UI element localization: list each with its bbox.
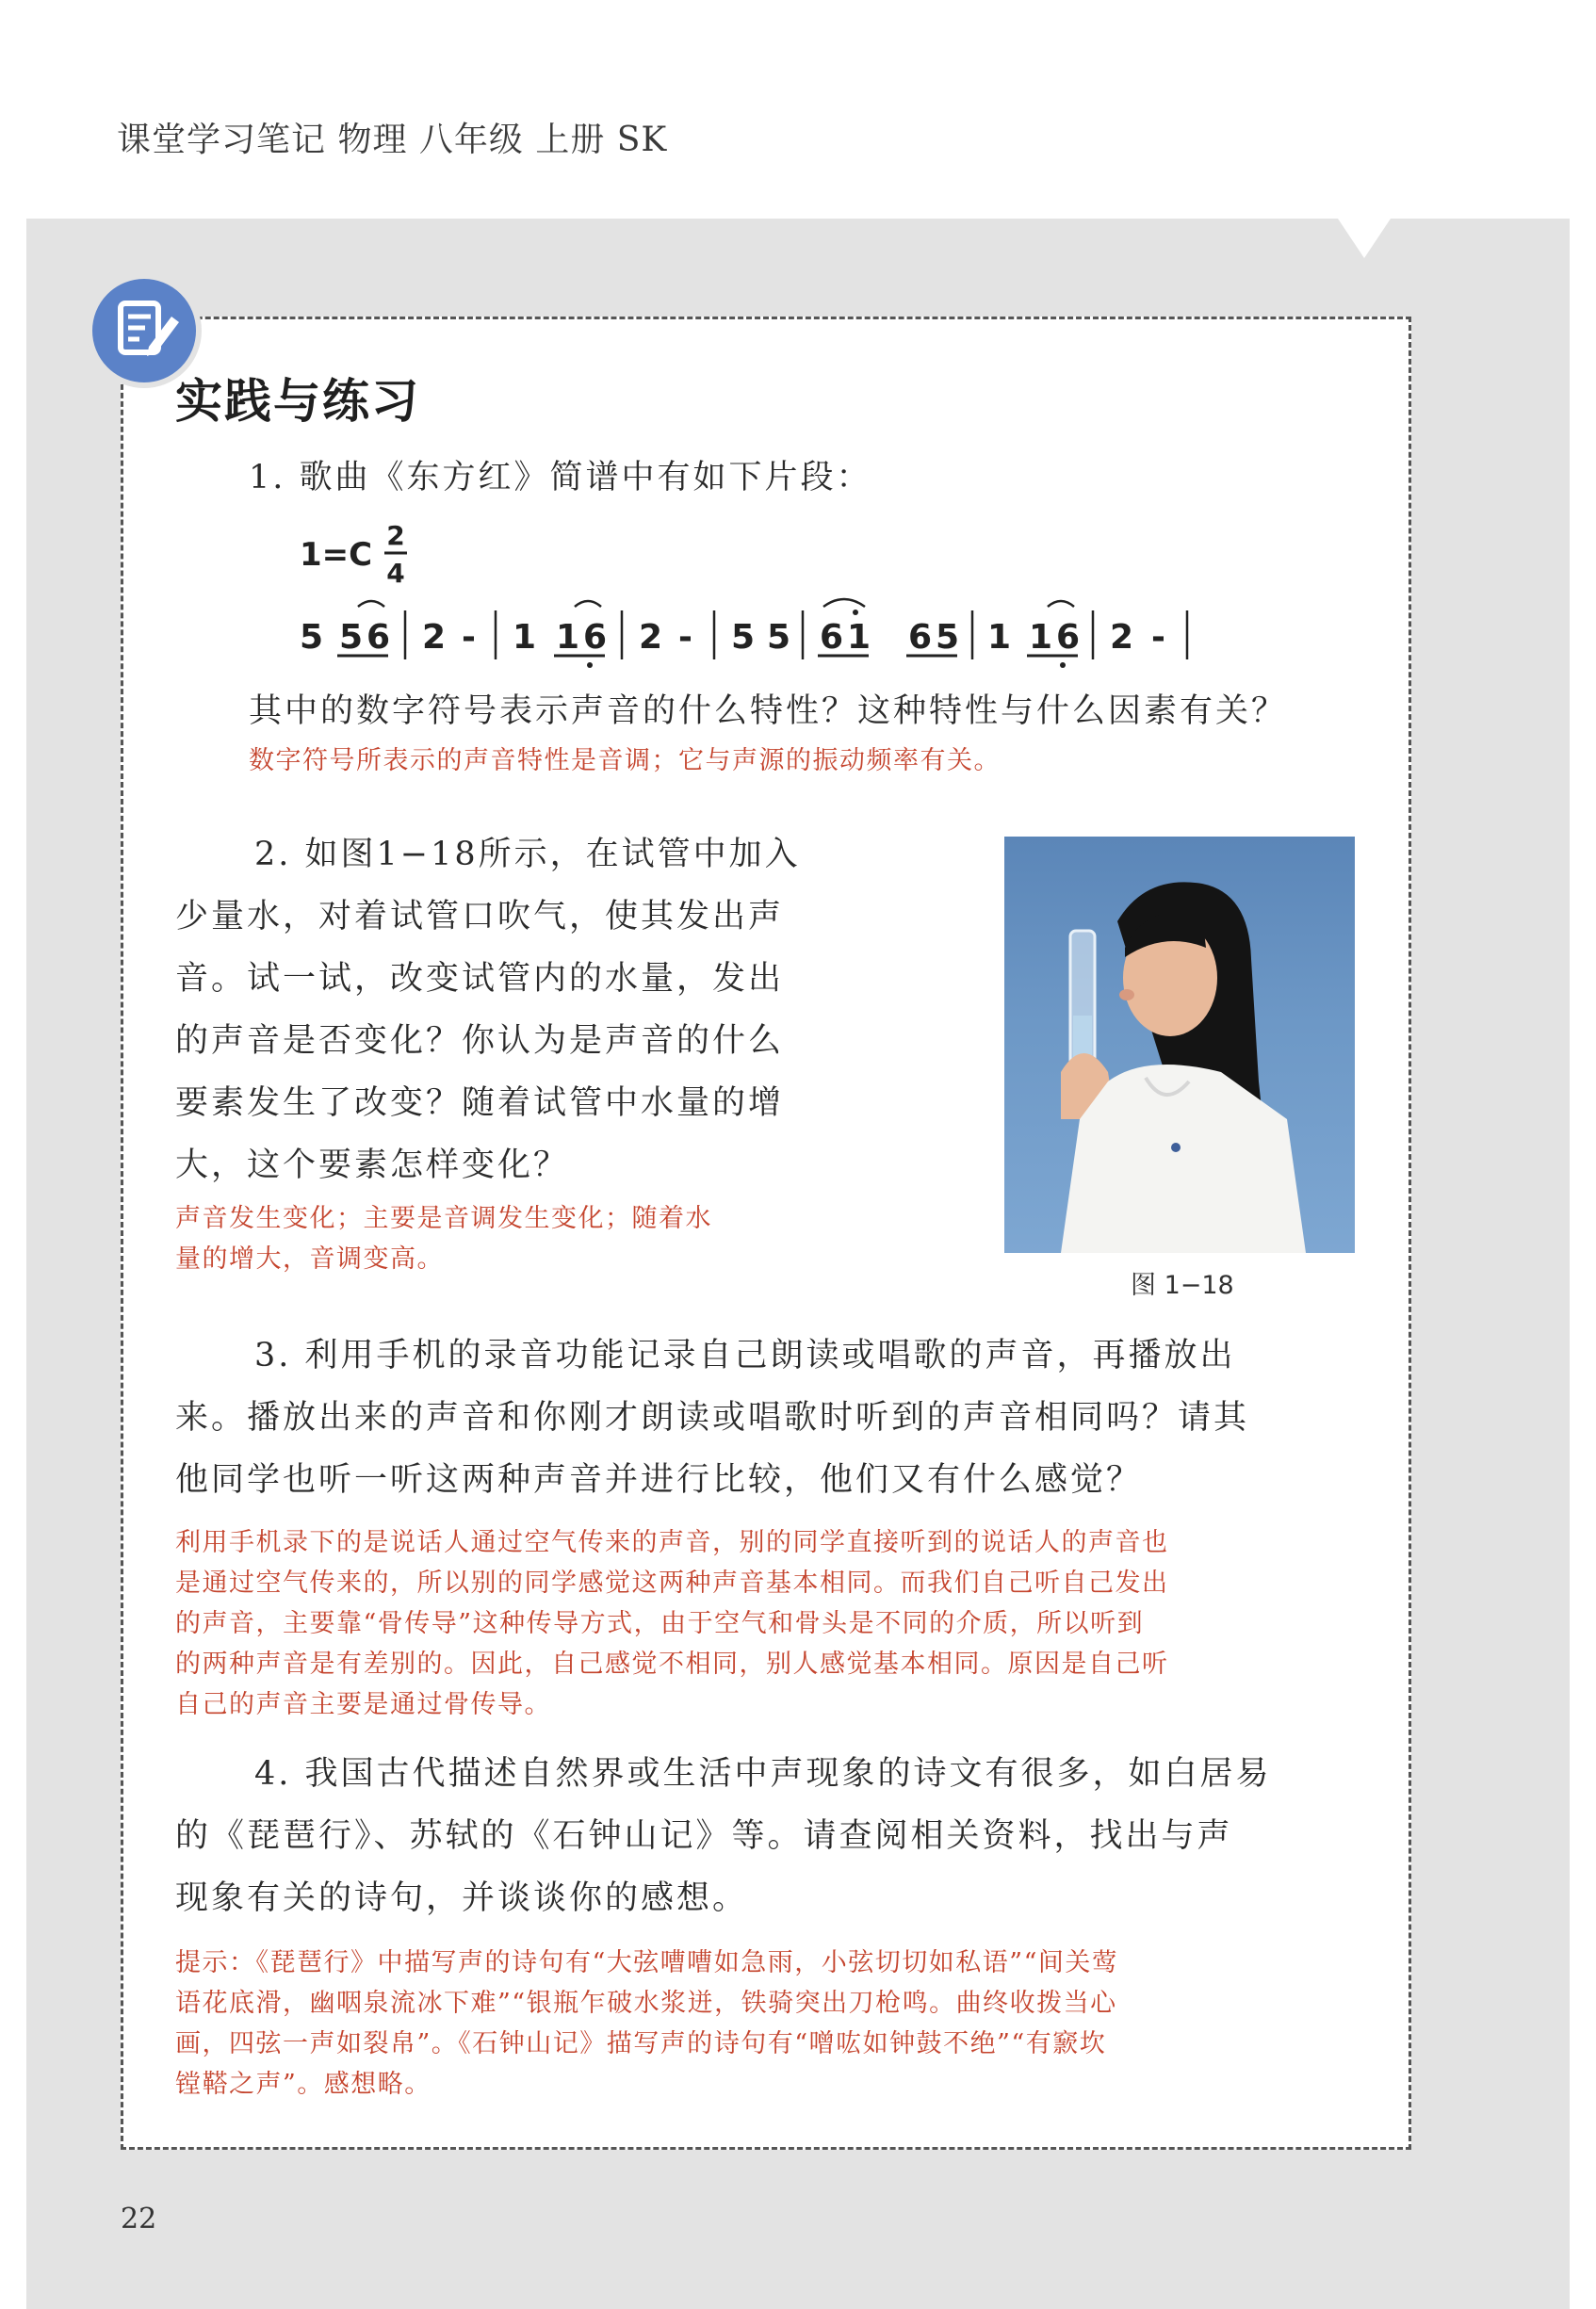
question-4-line: 现象有关的诗句，并谈谈你的感想。 xyxy=(175,1879,749,1917)
score-time-top: 2 xyxy=(386,520,405,551)
question-3-answer-line: 利用手机录下的是说话人通过空气传来的声音，别的同学直接听到的说话人的声音也 xyxy=(175,1528,1169,1557)
question-4-line: 的《琵琶行》、苏轼的《石钟山记》等。请查阅相关资料，找出与声 xyxy=(175,1817,1233,1855)
question-3-answer-line: 是通过空气传来的，所以别的同学感觉这两种声音基本相同。而我们自己听自己发出 xyxy=(175,1569,1169,1598)
low-octave-dot xyxy=(1060,662,1066,668)
header-title: 课堂学习笔记 物理 八年级 上册 SK xyxy=(117,121,668,159)
question-4-answer-line: 镗鞳之声”。感想略。 xyxy=(175,2070,432,2099)
score-note: - xyxy=(462,618,476,657)
question-2-answer-line: 声音发生变化；主要是音调发生变化；随着水 xyxy=(175,1204,712,1233)
score-note: 5 xyxy=(300,618,324,657)
question-1-answer: 数字符号所表示的声音特性是音调；它与声源的振动频率有关。 xyxy=(249,746,1001,775)
score-note: 2 xyxy=(639,618,663,657)
question-3-answer xyxy=(175,1522,1362,1725)
question-2-line: 大，这个要素怎样变化？ xyxy=(175,1146,570,1184)
panel-tab-notch xyxy=(1338,219,1391,258)
numbered-musical-score xyxy=(300,509,1242,669)
score-time-bottom: 4 xyxy=(386,558,405,589)
score-note: 5 xyxy=(767,618,791,657)
question-4-answer-line: 提示：《琵琶行》中描写声的诗句有“大弦嘈嘈如急雨，小弦切切如私语”“间关莺 xyxy=(175,1948,1119,1977)
question-2-line: 2. 如图1−18所示，在试管中加入 xyxy=(254,836,801,873)
question-2-line: 的声音是否变化？你认为是声音的什么 xyxy=(175,1022,785,1060)
question-3-line: 3. 利用手机的录音功能记录自己朗读或唱歌的声音，再播放出 xyxy=(254,1337,1236,1374)
score-note: 1 xyxy=(513,618,537,657)
score-note: 2 xyxy=(1110,618,1134,657)
question-3-text xyxy=(175,1325,1362,1511)
question-1-text: 1. 歌曲《东方红》简谱中有如下片段： xyxy=(249,459,872,496)
high-octave-dot xyxy=(853,610,858,615)
question-3-answer-line: 的两种声音是有差别的。因此，自己感觉不相同，别人感觉基本相同。原因是自己听 xyxy=(175,1650,1169,1679)
low-octave-dot xyxy=(587,662,593,668)
score-note: 2 xyxy=(422,618,447,657)
question-2-line: 少量水，对着试管口吹气，使其发出声 xyxy=(175,898,785,935)
figure-caption: 图 1−18 xyxy=(1131,1271,1234,1300)
page-number: 22 xyxy=(121,2203,157,2236)
score-note: - xyxy=(678,618,692,657)
score-note: 16 xyxy=(1029,618,1084,657)
figure-girl-blowing-test-tube xyxy=(1004,837,1355,1253)
score-note: 56 xyxy=(339,618,395,657)
question-2-line: 音。试一试，改变试管内的水量，发出 xyxy=(175,960,785,998)
slur xyxy=(575,601,601,607)
score-note: 16 xyxy=(556,618,611,657)
question-4-answer-line: 语花底滑，幽咽泉流冰下难”“银瓶乍破水浆迸，铁骑突出刀枪鸣。曲终收拨当心 xyxy=(175,1989,1117,2018)
question-1-followup: 其中的数字符号表示声音的什么特性？这种特性与什么因素有关？ xyxy=(249,692,1288,730)
question-2-answer-line: 量的增大，音调变高。 xyxy=(175,1244,444,1274)
question-2-answer xyxy=(175,1198,854,1279)
question-4-answer-line: 画，四弦一声如裂帛”。《石钟山记》描写声的诗句有“噌吰如钟鼓不绝”“有窾坎 xyxy=(175,2029,1107,2058)
question-3-answer-line: 自己的声音主要是通过骨传导。 xyxy=(175,1690,551,1719)
question-2-line: 要素发生了改变？随着试管中水量的增 xyxy=(175,1084,785,1122)
score-note: 61 xyxy=(820,618,875,657)
score-note: 5 xyxy=(731,618,756,657)
question-4-answer xyxy=(175,1943,1362,2105)
score-note: - xyxy=(1151,618,1165,657)
question-3-answer-line: 的声音，主要靠“骨传导”这种传导方式，由于空气和骨头是不同的介质，所以听到 xyxy=(175,1609,1145,1638)
section-title: 实践与练习 xyxy=(175,373,420,429)
slur xyxy=(1048,601,1074,607)
question-2-text xyxy=(175,823,854,1196)
question-3-line: 来。播放出来的声音和你刚才朗读或唱歌时听到的声音相同吗？请其 xyxy=(175,1399,1250,1437)
score-note: 1 xyxy=(987,618,1012,657)
question-3-line: 他同学也听一听这两种声音并进行比较，他们又有什么感觉？ xyxy=(175,1461,1143,1499)
question-4-text xyxy=(175,1743,1362,1929)
question-4-line: 4. 我国古代描述自然界或生活中声现象的诗文有很多，如白居易 xyxy=(254,1755,1272,1793)
slur xyxy=(823,599,865,607)
score-note: 65 xyxy=(908,618,964,657)
slur xyxy=(358,601,384,607)
score-key: 1=C xyxy=(300,536,373,574)
